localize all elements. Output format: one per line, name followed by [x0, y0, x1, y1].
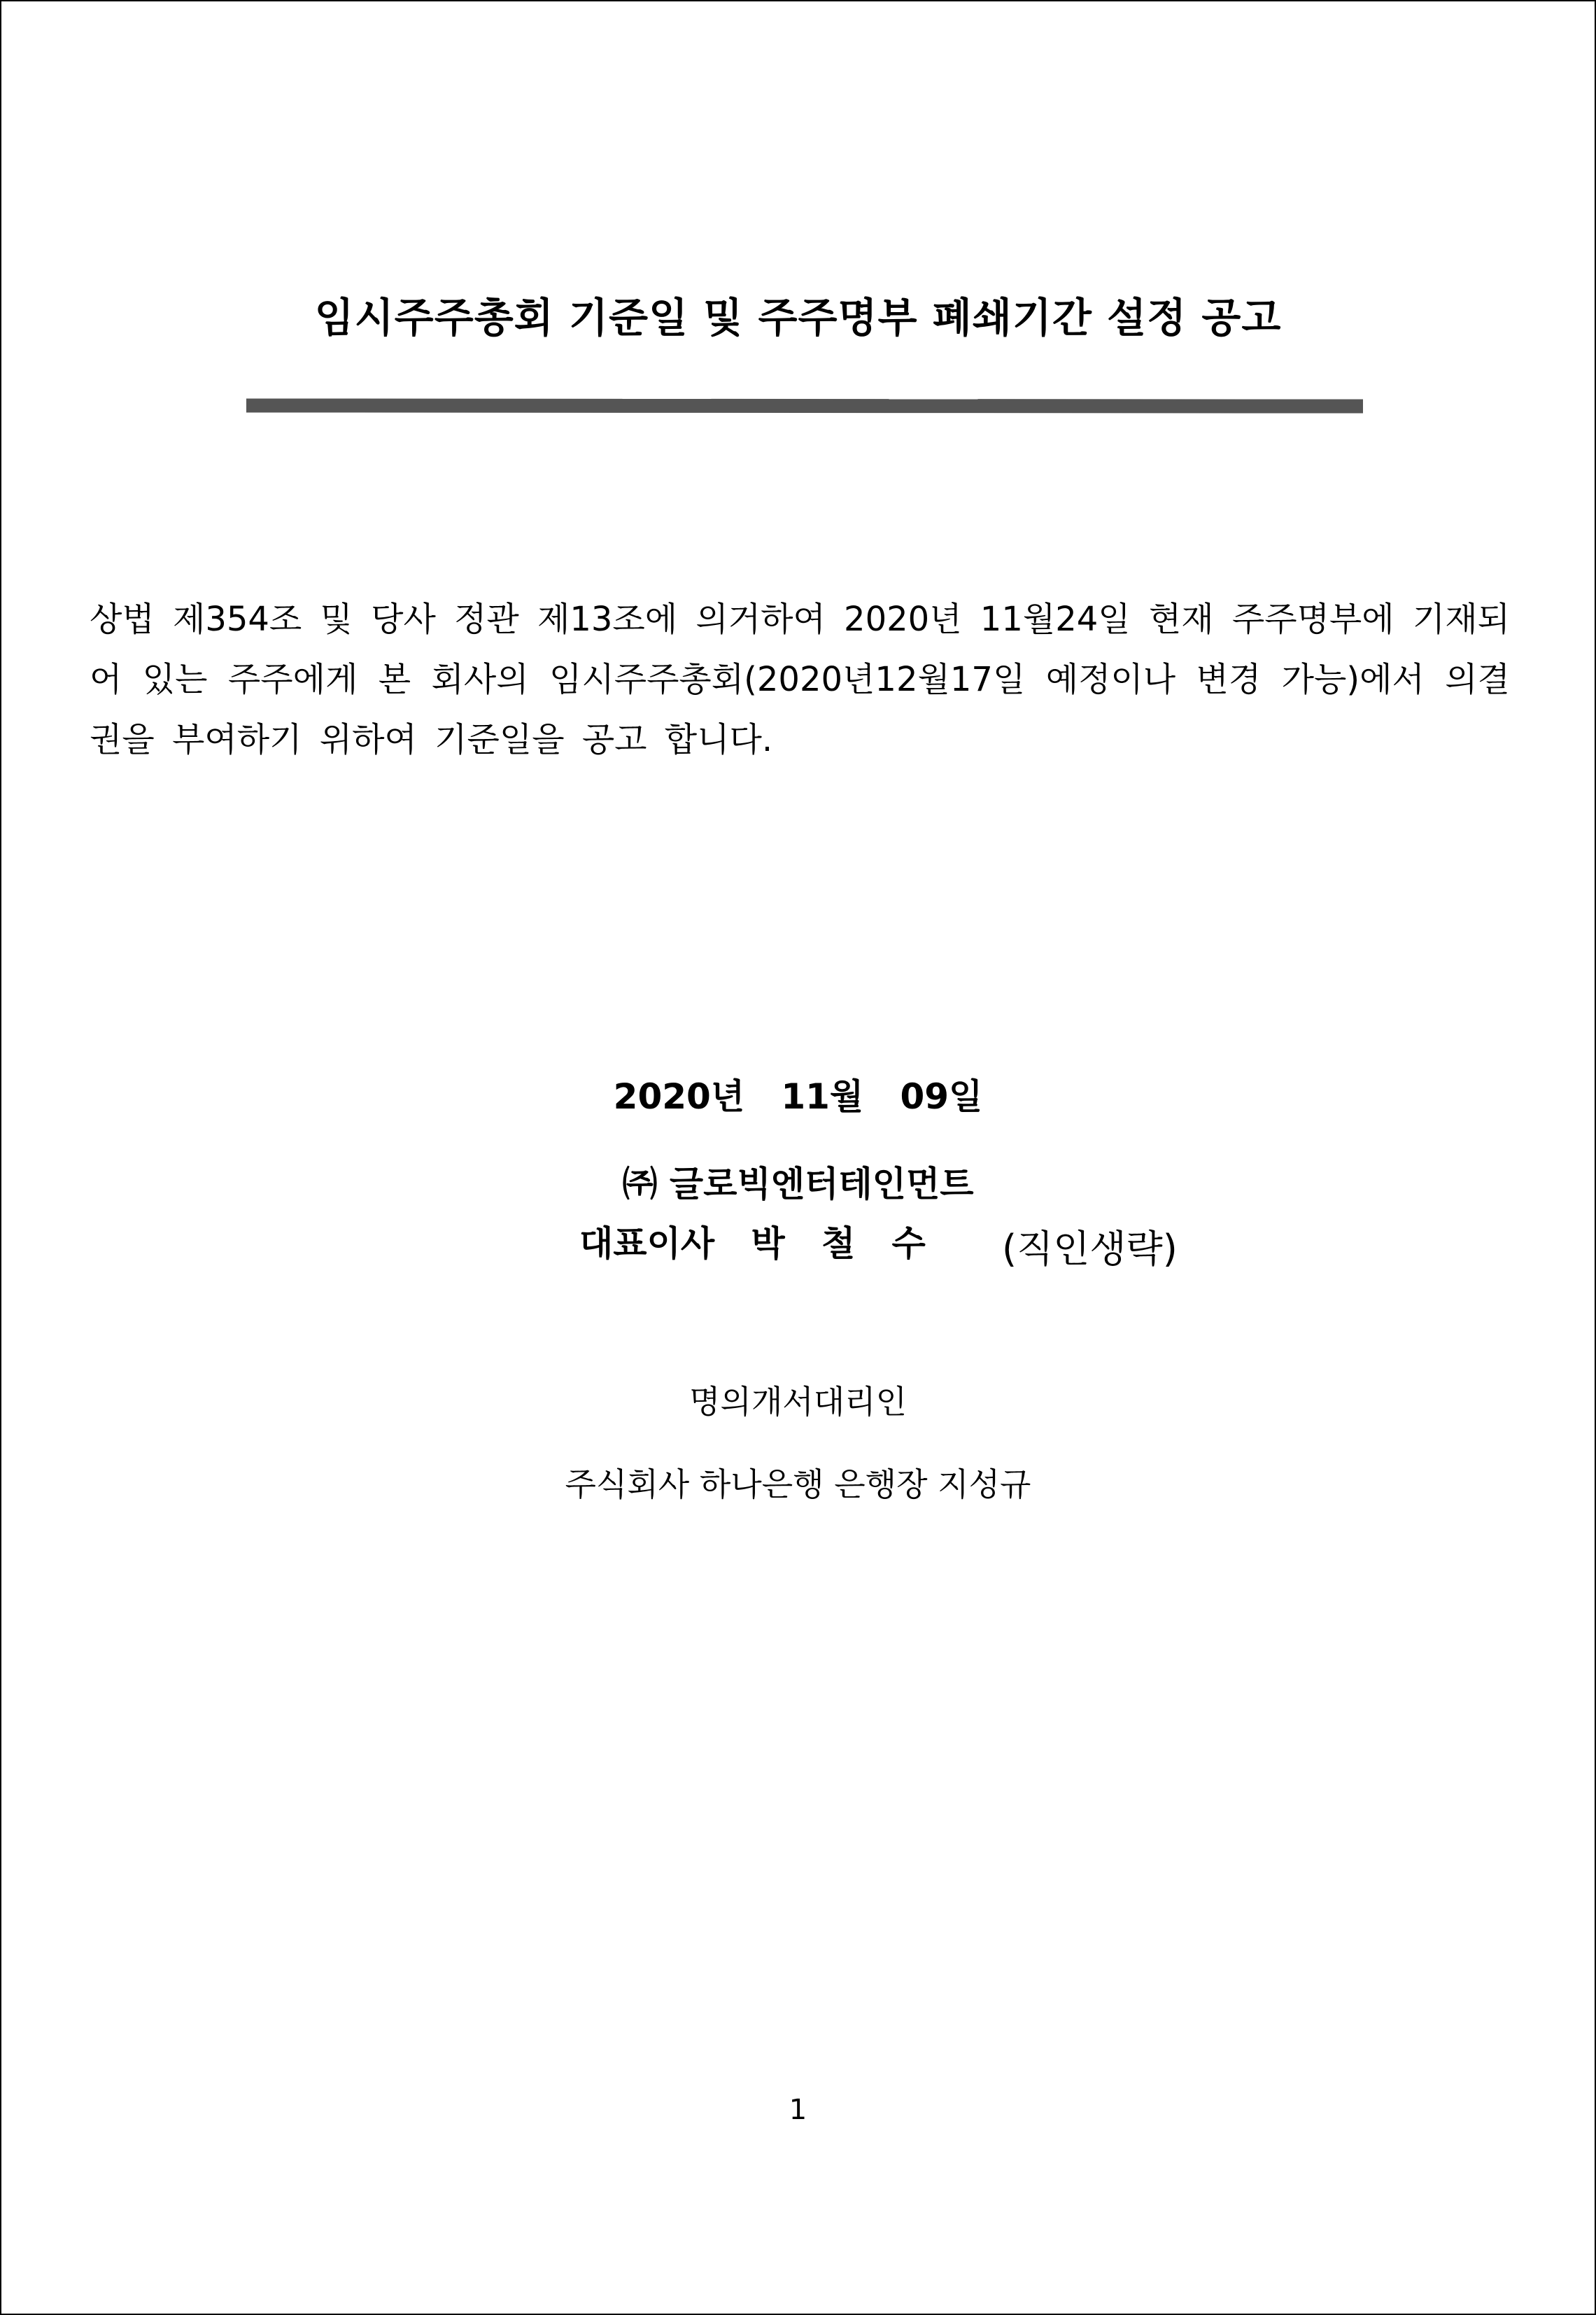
notice-body: 상법 제354조 및 당사 정관 제13조에 의거하여 2020년 11월24일 현재 주주명부에 기재되어 있는 주주에게 본 회사의 임시주주총회(2020년12월17일 예정이나 변경 가능)에서 의결권을 부여하기 위하여 기준일을 공고 합니다. [90, 600, 1510, 759]
document-title: 임시주주총회 기준일 및 주주명부 폐쇄기간 설정 공고 [314, 294, 1282, 342]
notice-date: 2020년 11월 09일 [613, 1076, 983, 1117]
title-underline-rule [246, 398, 1363, 413]
page-number: 1 [789, 2094, 807, 2126]
transfer-agent-name: 주식회사 하나은행 은행장 지성규 [565, 1465, 1031, 1503]
representative-name: 대표이사 박 철 수 [579, 1223, 926, 1264]
company-name: ㈜ 글로빅엔터테인먼트 [622, 1164, 974, 1204]
seal-omitted-note: (직인생략) [1002, 1227, 1178, 1271]
transfer-agent-label: 명의개서대리인 [688, 1383, 908, 1421]
